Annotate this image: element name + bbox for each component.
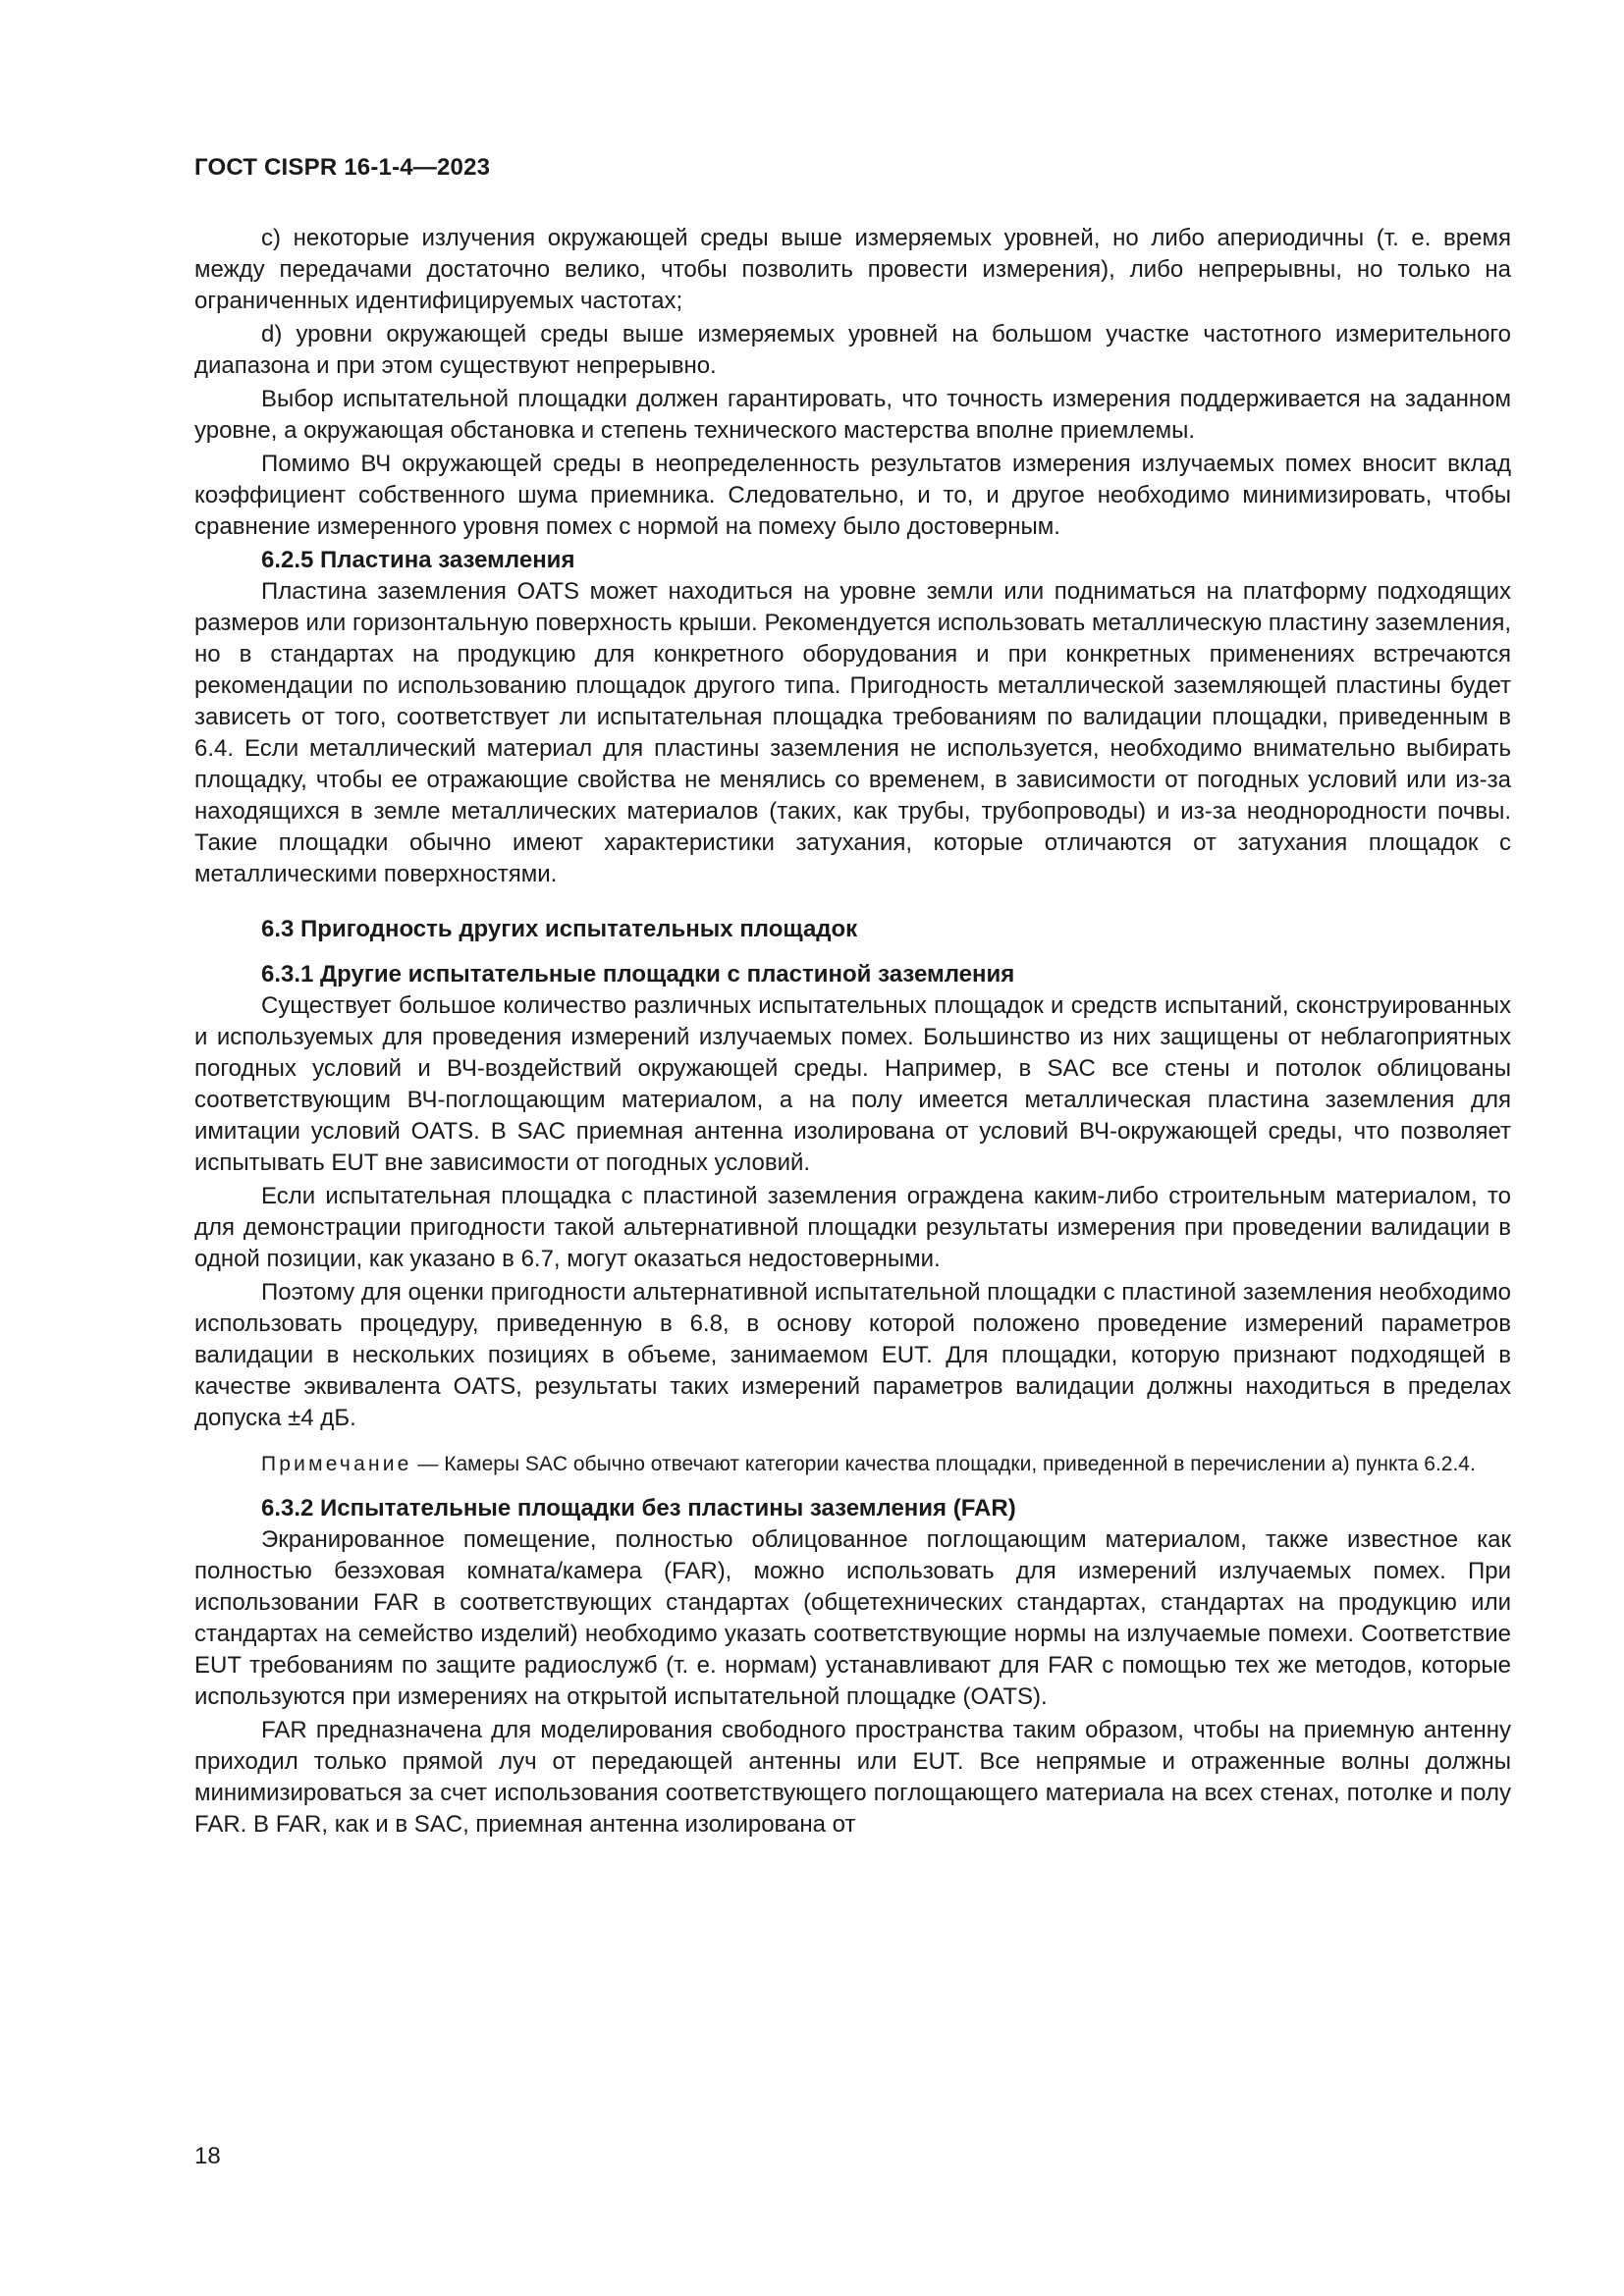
document-header: ГОСТ CISPR 16-1-4—2023 (194, 154, 491, 181)
paragraph: Существует большое количество различных испытательных площадок и средств испытаний, сконструированных и используемых для проведения измерений излучаемых помех. Большинство из них защищены от неблагоприятных погодных условий и ВЧ-воздействий окружающей среды. Например, в SAC все стены и потолок облицованы соответствующим ВЧ-поглощающим материалом, а на полу имеется металлическая пластина заземления для имитации условий OATS. В SAC приемная антенна изолирована от условий ВЧ-окружающей среды, что позволяет испытывать EUT вне зависимости от погодных условий. (194, 992, 1511, 1176)
note (194, 1450, 1511, 1479)
section-heading-6-3-2: 6.3.2 Испытательные площадки без пластины заземления (FAR) (261, 1495, 1016, 1522)
section-heading-6-2-5: 6.2.5 Пластина заземления (261, 547, 575, 573)
list-item-c: c) некоторые излучения окружающей среды выше измеряемых уровней, но либо апериодичны (т. е. время между передачами достаточно велико, чтобы позволить провести измерения), либо непрерывны, но только на ограниченных идентифицируемых частотах; (194, 225, 1511, 314)
paragraph: Пластина заземления OATS может находиться на уровне земли или подниматься на платформу подходящих размеров или горизонтальную поверхность крыши. Рекомендуется использовать металлическую пластину заземления, но в стандартах на продукцию для конкретного оборудования и при конкретных применениях встречаются рекомендации по использованию площадок другого типа. Пригодность металлической заземляющей пластины будет зависеть от того, соответствует ли испытательная площадка требованиям по валидации площадки, приведенным в 6.4. Если металлический материал для пластины заземления не используется, необходимо внимательно выбирать площадку, чтобы ее отражающие свойства не менялись со временем, в зависимости от погодных условий или из-за находящихся в земле металлических материалов (таких, как трубы, трубопроводы) и из-за неоднородности почвы. Такие площадки обычно имеют характеристики затухания, которые отличаются от затухания площадок с металлическими поверхностями. (194, 578, 1511, 887)
note-label: Примечание (261, 1453, 412, 1475)
paragraph: Поэтому для оценки пригодности альтернативной испытательной площадки с пластиной заземления необходимо использовать процедуру, приведенную в 6.8, в основу которой положено проведение измерений параметров валидации в нескольких позициях в объеме, занимаемом EUT. Для площадки, которую признают подходящей в качестве эквивалента OATS, результаты таких измерений параметров валидации должны находиться в пределах допуска ±4 дБ. (194, 1279, 1511, 1431)
list-item-d: d) уровни окружающей среды выше измеряемых уровней на большом участке частотного измерительного диапазона и при этом существуют непрерывно. (194, 321, 1511, 379)
paragraph: Если испытательная площадка с пластиной заземления ограждена каким-либо строительным материалом, то для демонстрации пригодности такой альтернативной площадки результаты измерения при проведении валидации в одной позиции, как указано в 6.7, могут оказаться недостоверными. (194, 1183, 1511, 1272)
note-text: — Камеры SAC обычно отвечают категории качества площадки, приведенной в перечислении а) пункта 6.2.4. (411, 1453, 1476, 1475)
section-heading-6-3-1: 6.3.1 Другие испытательные площадки с пластиной заземления (261, 961, 1015, 988)
page-number: 18 (194, 2143, 221, 2169)
section-heading-6-3: 6.3 Пригодность других испытательных площадок (261, 916, 858, 942)
paragraph: Помимо ВЧ окружающей среды в неопределенность результатов измерения излучаемых помех вносит вклад коэффициент собственного шума приемника. Следовательно, и то, и другое необходимо минимизировать, чтобы сравнение измеренного уровня помех с нормой на помеху было достоверным. (194, 451, 1511, 540)
paragraph: Экранированное помещение, полностью облицованное поглощающим материалом, также известное как полностью безэховая комната/камера (FAR), можно использовать для измерений излучаемых помех. При использовании FAR в соответствующих стандартах (общетехнических стандартах, стандартах на продукцию или стандартах на семейство изделий) необходимо указать соответствующие нормы на излучаемые помехи. Соответствие EUT требованиям по защите радиослужб (т. е. нормам) устанавливают для FAR с помощью тех же методов, которые используются при измерениях на открытой испытательной площадке (OATS). (194, 1526, 1511, 1710)
paragraph: Выбор испытательной площадки должен гарантировать, что точность измерения поддерживается на заданном уровне, а окружающая обстановка и степень технического мастерства вполне приемлемы. (194, 386, 1511, 444)
paragraph: FAR предназначена для моделирования свободного пространства таким образом, чтобы на приемную антенну приходил только прямой луч от передающей антенны или EUT. Все непрямые и отраженные волны должны минимизироваться за счет использования соответствующего поглощающего материала на всех стенах, потолке и полу FAR. В FAR, как и в SAC, приемная антенна изолирована от (194, 1717, 1511, 1838)
page-body (194, 223, 1511, 1842)
